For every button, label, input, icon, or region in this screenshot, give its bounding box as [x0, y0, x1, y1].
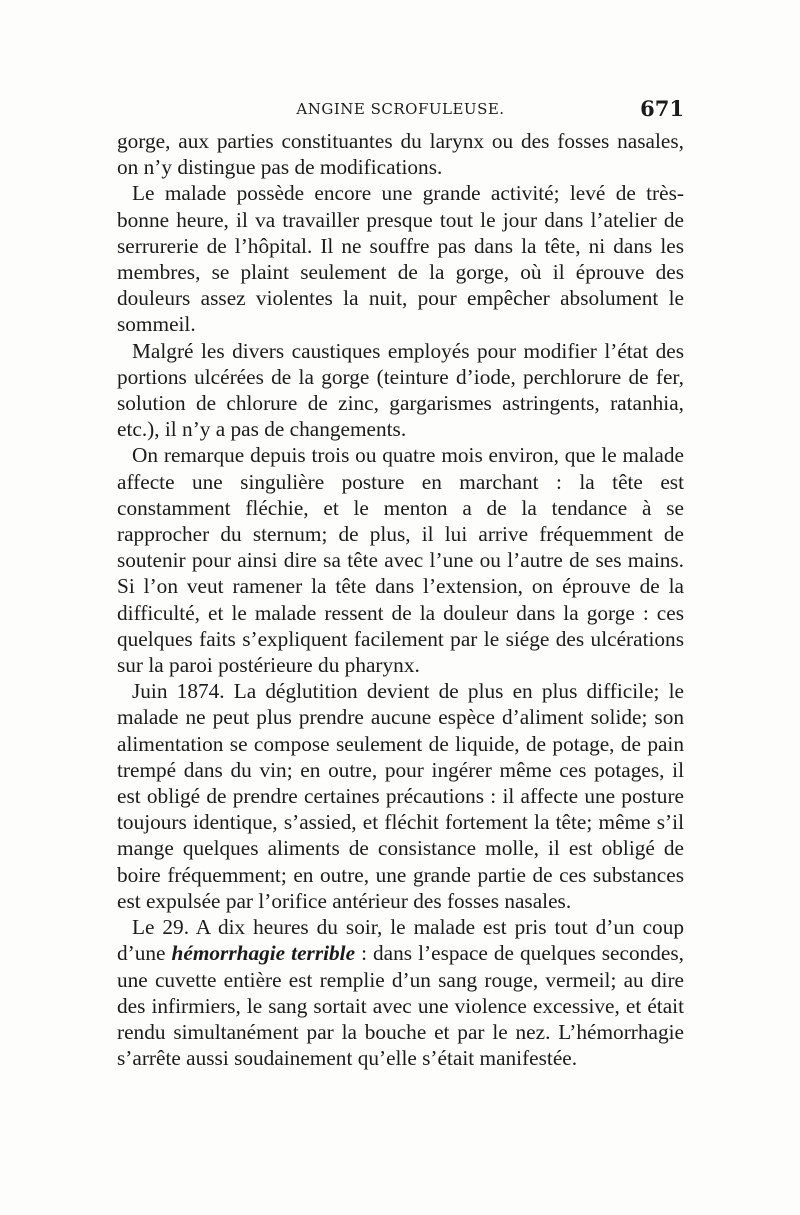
hemorrhage-emphasis: hémorrhagie terrible — [171, 941, 356, 966]
paragraph-june-1874: Juin 1874. La déglutition devient de plus en plus difficile; le malade ne peut plus prendre aucune espèce d’aliment solide; son alimentation se compose seulement de liquide, de potage, de pain trempé dans du vin; en outre, pour ingérer même ces potages, il est obligé de prendre certaines précautions : il affecte une posture toujours identique, s’assied, et fléchit fortement la tête; même s’il mange quelques aliments de consistance molle, il est obligé de boire fréquemment; en outre, une grande partie de ces substances est expulsée par l’orifice antérieur des fosses nasales. — [117, 679, 684, 913]
running-title: ANGINE SCROFULEUSE. — [296, 100, 505, 118]
paragraph-posture: On remarque depuis trois ou quatre mois environ, que le malade affecte une singulière posture en marchant : la tête est constamment fléchie, et le menton a de la tendance à se rapprocher du sternum; de plus, il lui arrive fréquemment de soutenir pour ainsi dire sa tête avec l’une ou l’autre de ses mains. Si l’on veut ramener la tête dans l’extension, on éprouve de la difficulté, et le malade ressent de la douleur dans la gorge : ces quelques faits s’expliquent facilement par le siége des ulcérations sur la paroi postérieure du pharynx. — [117, 443, 684, 678]
paragraph-caustics: Malgré les divers caustiques employés pour modifier l’état des portions ulcérées de la gorge (teinture d’iode, perchlorure de fer, solution de chlorure de zinc, gargarismes astringents, ratanhia, etc.), il n’y a pas de changements. — [117, 338, 684, 442]
running-head — [117, 96, 684, 124]
page-number: 671 — [640, 96, 684, 121]
paragraph-continuation: gorge, aux parties constituantes du larynx ou des fosses nasales, on n’y distingue pas de modifications. — [117, 129, 684, 180]
body-text — [117, 128, 684, 1071]
hemorrhage-text-after: : dans l’espace de quelques secondes, une cuvette entière est remplie d’un sang rouge, vermeil; au dire des infirmiers, le sang sortait avec une violence excessive, et était rendu simultanément par la bouche et par le nez. L’hémorrhagie s’arrête aussi soudainement qu’elle s’était manifestée. — [117, 941, 684, 1071]
paragraph-hemorrhage — [117, 914, 684, 1071]
paragraph-activity: Le malade possède encore une grande activité; levé de très-bonne heure, il va travailler presque tout le jour dans l’atelier de serrurerie de l’hôpital. Il ne souffre pas dans la tête, ni dans les membres, se plaint seulement de la gorge, où il éprouve des douleurs assez violentes la nuit, pour empêcher absolument le sommeil. — [117, 181, 684, 337]
hemorrhage-text-before: Le 29. A dix heures du soir, le malade est pris tout d’un coup d’une — [117, 915, 684, 966]
